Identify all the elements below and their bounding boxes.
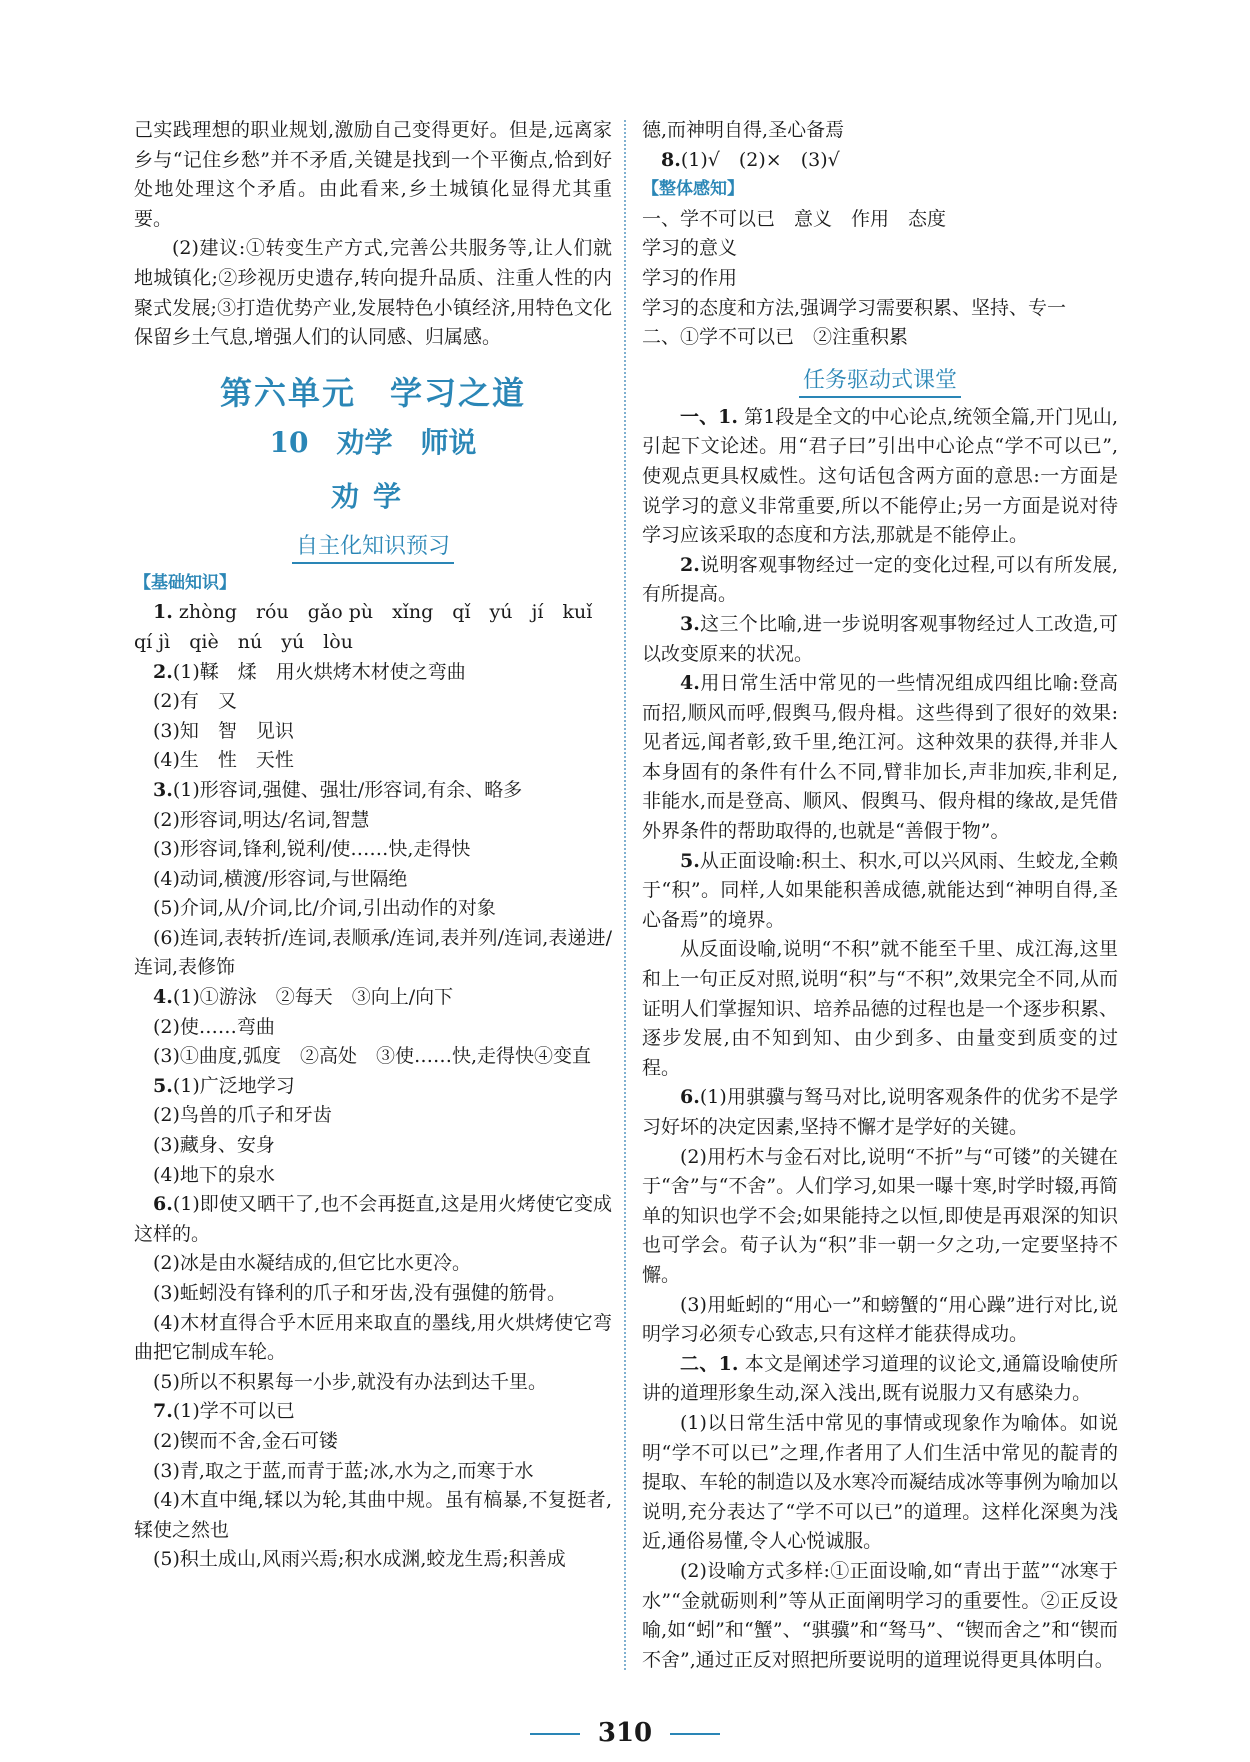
answer-text: (4)木直中绳,𫐓以为轮,其曲中规。虽有槁暴,不复挺者,𫐓使之然也 <box>134 1489 612 1541</box>
answer-text: qí jì qiè nú yú lòu <box>134 630 353 653</box>
question-number: 二、1. <box>680 1352 739 1375</box>
answer-paragraph <box>642 935 1118 1083</box>
section-title-preview: 自主化知识预习 <box>134 525 612 569</box>
answer-line <box>134 1397 612 1427</box>
answer-text: (1)①游泳 ②每天 ③向上/向下 <box>172 986 454 1009</box>
answer-text: (1)广泛地学习 <box>172 1074 295 1097</box>
right-column <box>642 116 1118 1675</box>
tag-basic-knowledge: 【基础知识】 <box>134 572 236 593</box>
answer-text: (3)蚯蚓没有锋利的爪子和牙齿,没有强健的筋骨。 <box>153 1282 566 1304</box>
answer-text: (3)形容词,锋利,锐利/使……快,走得快 <box>153 838 471 861</box>
answer-line <box>134 1131 612 1161</box>
answer-text: (1)以日常生活中常见的事情或现象作为喻体。如说明“学不可以已”之理,作者用了人们生活中常见的靛青的提取、车轮的制造以及水寒冷而凝结成冰等事例为喻加以说明,充分表达了“学不可以已”的道理。这样化深奥为浅近,通俗易懂,令人心悦诚服。 <box>642 1411 1118 1553</box>
question-number: 5. <box>153 1074 173 1097</box>
question-number: 2. <box>153 660 173 683</box>
answer-line <box>134 1101 612 1131</box>
answer-text: (3)知 智 见识 <box>153 719 294 742</box>
answer-text: (5)所以不积累每一小步,就没有办法到达千里。 <box>153 1370 547 1393</box>
answer-line <box>134 598 612 628</box>
answer-text: (2)锲而不舍,金石可镂 <box>153 1429 338 1452</box>
tag-overall-perception: 【整体感知】 <box>642 179 744 200</box>
question-number: 3. <box>153 778 173 801</box>
question-number: 5. <box>680 849 700 872</box>
question-number: 2. <box>680 553 700 576</box>
answer-line <box>134 1427 612 1457</box>
answer-text: (4)木材直得合乎木匠用来取直的墨线,用火烘烤使它弯曲把它制成车轮。 <box>134 1311 612 1364</box>
answer-paragraph <box>642 1291 1118 1350</box>
column-divider <box>624 120 626 1670</box>
answer-text: (1)用骐骥与驽马对比,说明客观条件的优劣不是学习好坏的决定因素,坚持不懈才是学好的关键。 <box>642 1086 1118 1138</box>
answer-text: 从正面设喻:积土、积水,可以兴风雨、生蛟龙,全赖于“积”。同样,人如果能积善成德,就能达到“神明自得,圣心备焉”的境界。 <box>642 849 1118 931</box>
answer-line <box>134 865 612 895</box>
answer-text: (2)形容词,明达/名词,智慧 <box>153 808 370 831</box>
answer-paragraph <box>642 847 1118 936</box>
answer-text: (3)藏身、安身 <box>153 1134 275 1157</box>
answer-text: (2)用朽木与金石对比,说明“不折”与“可镂”的关键在于“舍”与“不舍”。人们学习,如果一曝十寒,时学时辍,再简单的知识也学不会;如果能持之以恒,即使是再艰深的知识也可学会。荀子认为“积”非一朝一夕之功,一定要坚持不懈。 <box>642 1145 1118 1286</box>
answer-list <box>134 598 612 1575</box>
lesson-title: 10 劝学 师说 <box>269 425 477 459</box>
question-number: 4. <box>680 672 700 695</box>
footer-dash-right <box>670 1733 720 1735</box>
answer-text: 一、学不可以已 意义 作用 态度 <box>642 207 947 230</box>
answer-paragraph <box>642 1409 1118 1557</box>
answer-line <box>134 1279 612 1309</box>
essay-title: 劝学 <box>330 479 415 513</box>
answer-text: (4)生 性 天性 <box>153 749 294 772</box>
answer-line <box>134 1161 612 1191</box>
answer-line <box>134 1072 612 1102</box>
answer-paragraph <box>642 1083 1118 1142</box>
suggestion-paragraph: (2)建议:①转变生产方式,完善公共服务等,让人们就地城镇化;②珍视历史遗存,转向提升品质、注重人性的内聚式发展;③打造优势产业,发展特色小镇经济,用特色文化保留乡土气息,增强人们的认同感、归属感。 <box>134 237 612 349</box>
question-number: 3. <box>680 612 700 635</box>
continued-line: 德,而神明自得,圣心备焉 <box>642 119 845 141</box>
answer-line <box>134 658 612 688</box>
answer-text: (1)学不可以已 <box>172 1400 295 1423</box>
footer-dash-left <box>530 1733 580 1735</box>
answer-line <box>134 1545 612 1575</box>
page-footer <box>0 1718 1250 1748</box>
answer-text: (2)鸟兽的爪子和牙齿 <box>153 1104 332 1127</box>
continued-paragraph: 己实践理想的职业规划,激励自己变得更好。但是,远离家乡与“记住乡愁”并不矛盾,关键是找到一个平衡点,恰到好处地处理这个矛盾。由此看来,乡土城镇化显得尤其重要。 <box>134 119 612 230</box>
answer-paragraph <box>642 403 1118 551</box>
question-number: 一、1. <box>680 405 738 428</box>
answer-text: 用日常生活中常见的一些情况组成四组比喻:登高而招,顺风而呼,假舆马,假舟楫。这些得到了很好的效果:见者远,闻者彰,致千里,绝江河。这种效果的获得,并非人本身固有的条件有什么不同,臂非加长,声非加疾,非利足,非能水,而是登高、顺风、假舆马、假舟楫的缘故,是凭借外界条件的帮助取得的,也就是“善假于物”。 <box>642 672 1118 843</box>
answer-text: (3)用蚯蚓的“用心一”和螃蟹的“用心躁”进行对比,说明学习必须专心致志,只有这样才能获得成功。 <box>642 1293 1118 1346</box>
answer-line: 8.(1)√ (2)× (3)√ <box>661 148 840 171</box>
answer-line <box>134 1368 612 1398</box>
answer-line <box>134 1042 612 1072</box>
left-column <box>134 116 612 1575</box>
question-number: 4. <box>153 986 173 1009</box>
answer-line <box>134 924 612 983</box>
answer-text: 学习的作用 <box>642 266 738 289</box>
answer-paragraph <box>642 1350 1118 1409</box>
answer-text: zhòng róu gǎo pù xǐng qǐ yú jí kuǐ <box>172 601 593 624</box>
answer-text: (3)青,取之于蓝,而青于蓝;冰,水为之,而寒于水 <box>153 1459 534 1482</box>
answer-text: (2)有 又 <box>153 690 237 713</box>
answer-line <box>134 894 612 924</box>
answer-text: 说明客观事物经过一定的变化过程,可以有所发展,有所提高。 <box>642 553 1118 606</box>
answer-paragraph <box>642 551 1118 610</box>
answer-text: (3)①曲度,弧度 ②高处 ③使……快,走得快④变直 <box>153 1045 591 1068</box>
page-number: 310 <box>597 1718 653 1748</box>
answer-text: 二、①学不可以已 ②注重积累 <box>642 326 909 349</box>
overall-line <box>642 294 1118 324</box>
overall-list <box>642 205 1118 353</box>
answer-text: (4)地下的泉水 <box>153 1163 275 1186</box>
answer-line <box>134 1457 612 1487</box>
answer-text: (5)积土成山,风雨兴焉;积水成渊,蛟龙生焉;积善成 <box>153 1548 566 1571</box>
answer-line <box>134 1190 612 1249</box>
answer-line <box>134 806 612 836</box>
question-number: 6. <box>680 1086 700 1109</box>
answer-text: 第1段是全文的中心论点,统领全篇,开门见山,引起下文论述。用“君子曰”引出中心论点“学不可以已”,使观点更具权威性。这句话包含两方面的意思:一方面是说学习的意义非常重要,所以不能停止;另一方面是说对待学习应该采取的态度和方法,那就是不能停止。 <box>642 405 1118 547</box>
answer-text: (2)冰是由水凝结成的,但它比水更冷。 <box>153 1252 471 1275</box>
answer-text: (2)设喻方式多样:①正面设喻,如“青出于蓝”“冰寒于水”“金就砺则利”等从正面阐明学习的重要性。②正反设喻,如“蚓”和“蟹”、“骐骥”和“驽马”、“锲而舍之”和“锲而不舍”,通过正反对照把所要说明的道理说得更具体明白。 <box>642 1559 1118 1671</box>
answer-text: (1)鞣 煣 用火烘烤木材使之弯曲 <box>172 660 466 683</box>
answer-line <box>134 835 612 865</box>
answer-line <box>134 746 612 776</box>
answer-text: (6)连词,表转折/连词,表顺承/连词,表并列/连词,表递进/连词,表修饰 <box>134 926 612 979</box>
overall-line <box>642 264 1118 294</box>
answer-text: 这三个比喻,进一步说明客观事物经过人工改造,可以改变原来的状况。 <box>642 612 1118 665</box>
answer-text: 本文是阐述学习道理的议论文,通篇设喻使所讲的道理形象生动,深入浅出,既有说服力又有感染力。 <box>642 1352 1118 1405</box>
section-title-classroom: 任务驱动式课堂 <box>642 359 1118 403</box>
answer-paragraph <box>642 669 1118 847</box>
overall-line <box>642 205 1118 235</box>
answer-text: 学习的态度和方法,强调学习需要积累、坚持、专一 <box>642 296 1067 319</box>
answer-line <box>134 1013 612 1043</box>
answer-text: 从反面设喻,说明“不积”就不能至千里、成江海,这里和上一句正反对照,说明“积”与“不积”,效果完全不同,从而证明人们掌握知识、培养品德的过程也是一个逐步积累、逐步发展,由不知到知、由少到多、由量变到质变的过程。 <box>642 938 1118 1079</box>
answer-text: (2)使……弯曲 <box>153 1015 275 1038</box>
answer-paragraph <box>642 1143 1118 1291</box>
question-number: 1. <box>153 601 173 624</box>
answer-paragraph <box>642 1557 1118 1675</box>
overall-line <box>642 234 1118 264</box>
question-number: 6. <box>153 1193 173 1216</box>
answer-line <box>134 1486 612 1545</box>
answer-text: (1)形容词,强健、强壮/形容词,有余、略多 <box>172 778 523 801</box>
answer-line <box>134 687 612 717</box>
classroom-answers <box>642 403 1118 1676</box>
answer-line <box>134 628 612 658</box>
answer-text: (5)介词,从/介词,比/介词,引出动作的对象 <box>153 897 496 920</box>
answer-text: 学习的意义 <box>642 237 738 260</box>
answer-line <box>134 983 612 1013</box>
answer-text: (1)即使又晒干了,也不会再挺直,这是用火烤使它变成这样的。 <box>134 1193 612 1245</box>
answer-text: (4)动词,横渡/形容词,与世隔绝 <box>153 867 408 890</box>
answer-line <box>134 776 612 806</box>
overall-line <box>642 323 1118 353</box>
question-number: 7. <box>153 1400 173 1423</box>
answer-line <box>134 1249 612 1279</box>
answer-paragraph <box>642 610 1118 669</box>
answer-line <box>134 717 612 747</box>
unit-title: 第六单元 学习之道 <box>219 373 526 412</box>
answer-line <box>134 1309 612 1368</box>
